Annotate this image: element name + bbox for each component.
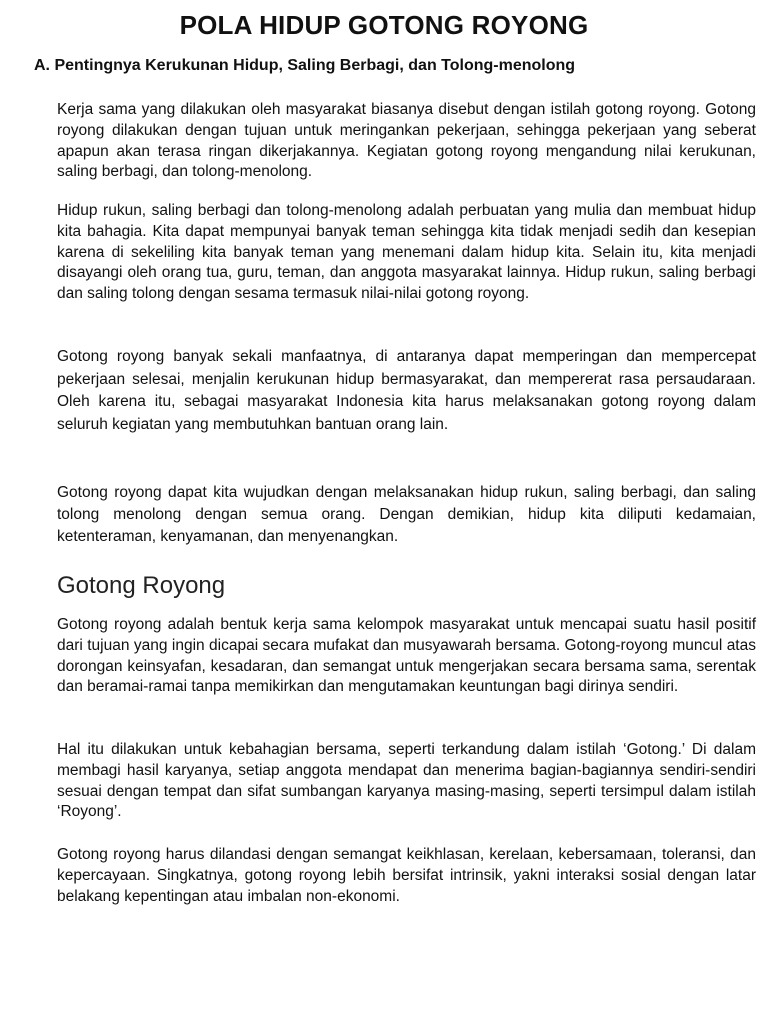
paragraph-a2: Hidup rukun, saling berbagi dan tolong-menolong adalah perbuatan yang mulia dan membuat hidup kita bahagia. Kita dapat mempunyai banyak teman sehingga kita tidak menjadi sedih dan kesepian karena di sekeliling kita banyak teman yang menemani dalam hidup kita. Selain itu, kita menjadi disayangi oleh orang tua, guru, teman, dan anggota masyarakat lainnya. Hidup rukun, saling berbagi dan saling tolong dengan sesama termasuk nilai-nilai gotong royong. bbox=[57, 202, 756, 303]
paragraph-b1: Gotong royong adalah bentuk kerja sama kelompok masyarakat untuk mencapai suatu hasil positif dari tujuan yang ingin dicapai secara mufakat dan musyawarah bersama. Gotong-royong muncul atas dorongan keinsyafan, kesadaran, dan semangat untuk mengerjakan secara bersama sama, serentak dan beramai-ramai tanpa memikirkan dan mengutamakan keuntungan bagi dirinya sendiri. bbox=[57, 616, 756, 696]
paragraph-b2: Hal itu dilakukan untuk kebahagian bersama, seperti terkandung dalam istilah ‘Gotong.’ Di dalam membagi hasil karyanya, setiap anggota mendapat dan menerima bagian-bagiannya sendiri-sendiri sesuai dengan tempat dan sifat sumbangan karyanya masing-masing, seperti tersimpul dalam istilah ‘Royong’. bbox=[57, 741, 756, 821]
paragraph-b3: Gotong royong harus dilandasi dengan semangat keikhlasan, kerelaan, kebersamaan, toleransi, dan kepercayaan. Singkatnya, gotong royong lebih bersifat intrinsik, yakni interaksi sosial dengan latar belakang kepentingan atau imbalan non-ekonomi. bbox=[57, 846, 756, 905]
section-a-heading: A. Pentingnya Kerukunan Hidup, Saling Berbagi, dan Tolong-menolong bbox=[34, 57, 576, 74]
section-b-heading: Gotong Royong bbox=[57, 572, 226, 599]
page-title: POLA HIDUP GOTONG ROYONG bbox=[179, 10, 589, 40]
paragraph-a3: Gotong royong banyak sekali manfaatnya, di antaranya dapat memperingan dan mempercepat pekerjaan selesai, menjalin kerukunan hidup bermasyarakat, dan mempererat rasa persaudaraan. Oleh karena itu, sebagai masyarakat Indonesia kita harus melaksanakan gotong royong dalam seluruh kegiatan yang membutuhkan bantuan orang lain. bbox=[57, 348, 756, 433]
paragraph-a4: Gotong royong dapat kita wujudkan dengan melaksanakan hidup rukun, saling berbagi, dan saling tolong menolong dengan semua orang. Dengan demikian, hidup kita diliputi kedamaian, ketenteraman, kenyamanan, dan menyenangkan. bbox=[57, 484, 756, 546]
paragraph-a1: Kerja sama yang dilakukan oleh masyarakat biasanya disebut dengan istilah gotong royong. Gotong royong dilakukan dengan tujuan untuk meringankan pekerjaan, sehingga pekerjaan yang seberat apapun akan terasa ringan dikerjakannya. Kegiatan gotong royong mengandung nilai kerukunan, saling berbagi, dan tolong-menolong. bbox=[57, 101, 756, 181]
